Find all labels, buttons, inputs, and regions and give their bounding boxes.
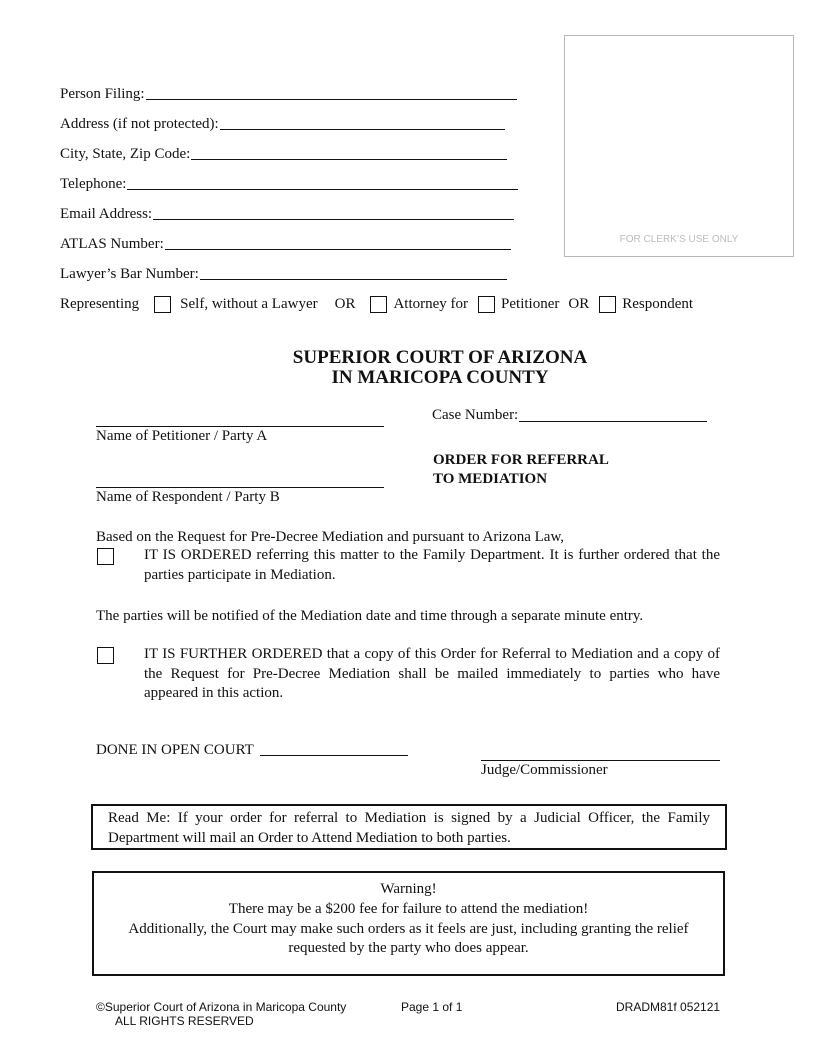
footer-rights: ALL RIGHTS RESERVED (115, 1014, 254, 1028)
document-title-line1: ORDER FOR REFERRAL (433, 452, 609, 468)
done-in-open-court-row (96, 742, 408, 759)
notice-text: The parties will be notified of the Mediation date and time through a separate minute entry. (96, 608, 644, 624)
person-filing-field[interactable] (146, 99, 517, 100)
read-me-box (91, 804, 727, 850)
order2-text: IT IS FURTHER ORDERED that a copy of this Order for Referral to Mediation and a copy of the Request for Pre-Decree Mediation shall be mailed immediately to parties who have appeared in this action. (144, 646, 720, 701)
clerk-use-label: FOR CLERK’S USE ONLY (619, 234, 739, 245)
telephone-row (60, 176, 518, 193)
warning-fee-text: There may be a $200 fee for failure to attend the mediation! (228, 900, 589, 917)
case-number-row (432, 407, 707, 424)
document-title (433, 451, 609, 489)
address-field[interactable] (220, 129, 505, 130)
done-in-open-court-label: DONE IN OPEN COURT (96, 742, 254, 758)
petitioner-name-line[interactable] (96, 426, 384, 427)
email-field[interactable] (153, 219, 514, 220)
atlas-number-field[interactable] (165, 249, 511, 250)
clerk-use-box (564, 35, 794, 257)
bar-number-row (60, 266, 507, 283)
or-label: OR (568, 296, 590, 312)
warning-box (92, 871, 725, 976)
self-option-label: Self, without a Lawyer (180, 296, 318, 312)
person-filing-label: Person Filing: (60, 86, 145, 102)
respondent-checkbox[interactable] (599, 296, 616, 313)
case-number-field[interactable] (519, 421, 707, 422)
petitioner-option-label: Petitioner (501, 296, 560, 312)
address-label: Address (if not protected): (60, 116, 219, 132)
judge-signature-line[interactable] (481, 760, 720, 761)
representing-label: Representing (60, 296, 140, 312)
court-county: IN MARICOPA COUNTY (331, 367, 549, 388)
read-me-text: Read Me: If your order for referral to Mediation is signed by a Judicial Officer, the Family Department will mail an Order to Attend Mediation to both parties. (108, 810, 710, 846)
case-number-label: Case Number: (432, 407, 519, 423)
atlas-number-row (60, 236, 511, 253)
bar-number-label: Lawyer’s Bar Number: (60, 266, 199, 282)
city-state-zip-field[interactable] (191, 159, 507, 160)
footer-form-code: DRADM81f 052121 (616, 1000, 721, 1014)
respondent-label: Name of Respondent / Party B (96, 489, 280, 505)
intro-text: Based on the Request for Pre-Decree Mediation and pursuant to Arizona Law, (96, 529, 565, 545)
court-name: SUPERIOR COURT OF ARIZONA (292, 347, 588, 368)
attorney-checkbox[interactable] (370, 296, 387, 313)
bar-number-field[interactable] (200, 279, 507, 280)
warning-orders-text: Additionally, the Court may make such orders as it feels are just, including granting the relief requested by the party who does appear. (128, 920, 689, 957)
telephone-field[interactable] (127, 189, 518, 190)
order1-checkbox[interactable] (97, 548, 114, 565)
order1-text: IT IS ORDERED referring this matter to the Family Department. It is further ordered that the parties participate in Mediation. (144, 547, 720, 583)
petitioner-checkbox[interactable] (478, 296, 495, 313)
order2-checkbox[interactable] (97, 647, 114, 664)
judge-label: Judge/Commissioner (481, 762, 608, 778)
address-row (60, 116, 505, 133)
date-field[interactable] (260, 755, 408, 756)
city-state-zip-row (60, 146, 507, 163)
respondent-name-line[interactable] (96, 487, 384, 488)
telephone-label: Telephone: (60, 176, 127, 192)
footer-page-number: Page 1 of 1 (401, 1000, 463, 1014)
self-checkbox[interactable] (154, 296, 171, 313)
footer-copyright: ©Superior Court of Arizona in Maricopa County (96, 1000, 347, 1014)
attorney-option-label: Attorney for (393, 296, 469, 312)
atlas-number-label: ATLAS Number: (60, 236, 164, 252)
city-state-zip-label: City, State, Zip Code: (60, 146, 191, 162)
warning-title: Warning! (380, 881, 437, 897)
petitioner-label: Name of Petitioner / Party A (96, 428, 268, 444)
person-filing-row (60, 86, 517, 103)
document-title-line2: TO MEDIATION (433, 471, 548, 487)
email-row (60, 206, 514, 223)
respondent-option-label: Respondent (622, 296, 694, 312)
email-label: Email Address: (60, 206, 153, 222)
or-label: OR (334, 296, 356, 312)
representing-row (60, 296, 693, 313)
